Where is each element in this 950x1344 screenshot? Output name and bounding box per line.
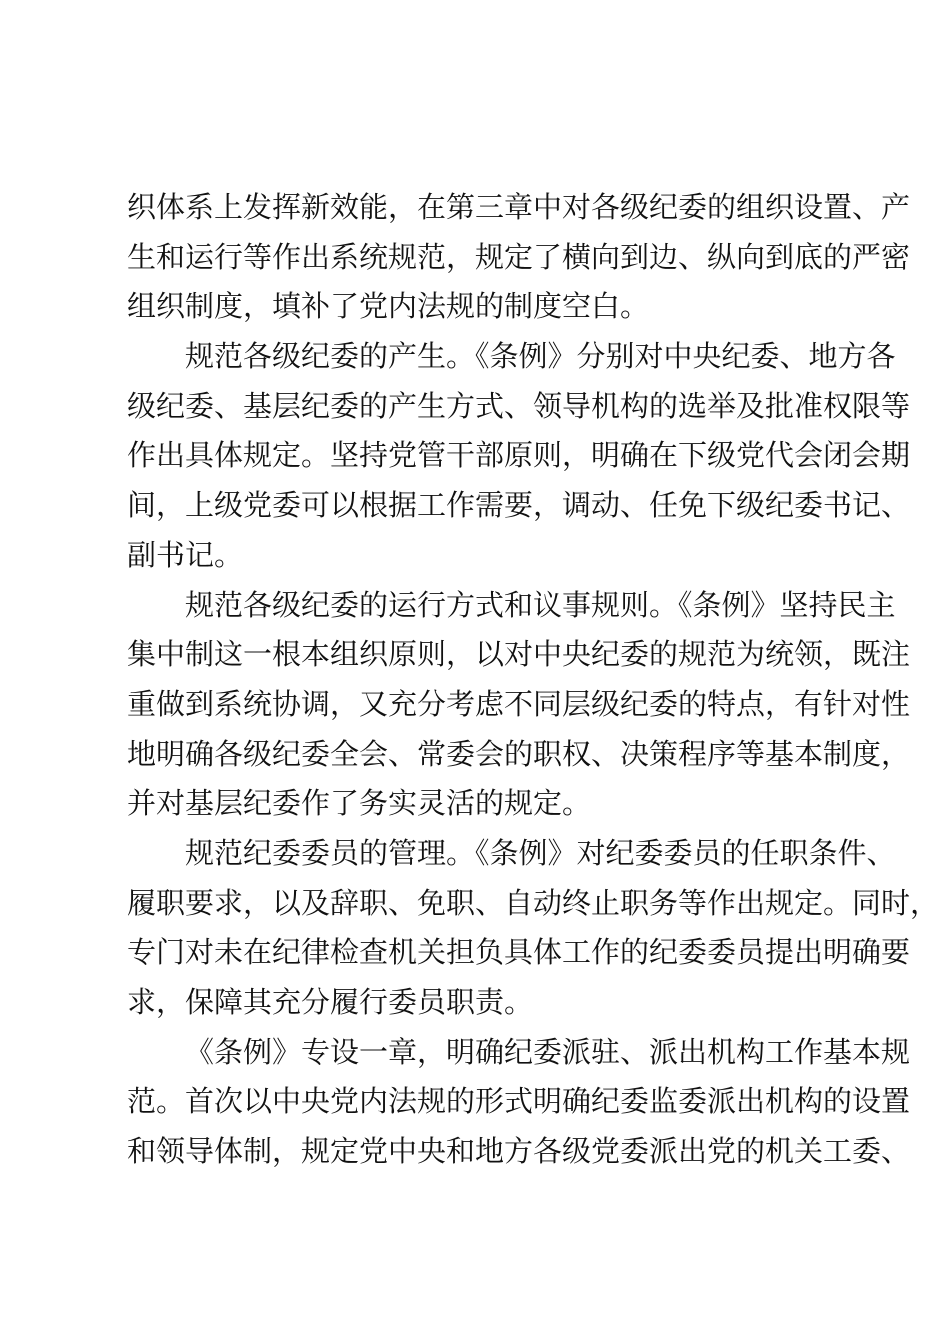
text-line: 地明确各级纪委全会、常委会的职权、决策程序等基本制度， <box>127 736 911 771</box>
text-line: 专门对未在纪律检查机关担负具体工作的纪委委员提出明确要 <box>127 935 911 970</box>
text-line: 织体系上发挥新效能，在第三章中对各级纪委的组织设置、产 <box>127 190 911 224</box>
text-line: 作出具体规定。坚持党管干部原则，明确在下级党代会闭会期 <box>127 438 911 473</box>
text-line: 和领导体制，规定党中央和地方各级党委派出党的机关工委、 <box>127 1134 911 1169</box>
text-line: 规范纪委委员的管理。《条例》对纪委委员的任职条件、 <box>185 835 896 870</box>
text-line: 副书记。 <box>127 537 244 572</box>
text-line: 范。首次以中央党内法规的形式明确纪委监委派出机构的设置 <box>127 1084 911 1119</box>
text-line: 生和运行等作出系统规范，规定了横向到边、纵向到底的严密 <box>127 239 911 274</box>
text-line: 组织制度，填补了党内法规的制度空白。 <box>127 289 650 324</box>
text-line: 《条例》专设一章，明确纪委派驻、派出机构工作基本规 <box>185 1034 911 1069</box>
text-line: 级纪委、基层纪委的产生方式、领导机构的选举及批准权限等 <box>127 388 911 423</box>
text-line: 集中制这一根本组织原则，以对中央纪委的规范为统领，既注 <box>127 637 911 672</box>
text-line: 规范各级纪委的产生。《条例》分别对中央纪委、地方各 <box>185 339 896 374</box>
text-line: 履职要求，以及辞职、免职、自动终止职务等作出规定。同时， <box>127 885 940 920</box>
text-line: 重做到系统协调，又充分考虑不同层级纪委的特点，有针对性 <box>127 686 911 721</box>
text-line: 规范各级纪委的运行方式和议事规则。《条例》坚持民主 <box>185 587 896 622</box>
text-line: 间，上级党委可以根据工作需要，调动、任免下级纪委书记、 <box>127 488 911 523</box>
text-line: 并对基层纪委作了务实灵活的规定。 <box>127 786 592 821</box>
text-line: 求，保障其充分履行委员职责。 <box>127 985 534 1019</box>
body-text <box>127 183 940 1177</box>
